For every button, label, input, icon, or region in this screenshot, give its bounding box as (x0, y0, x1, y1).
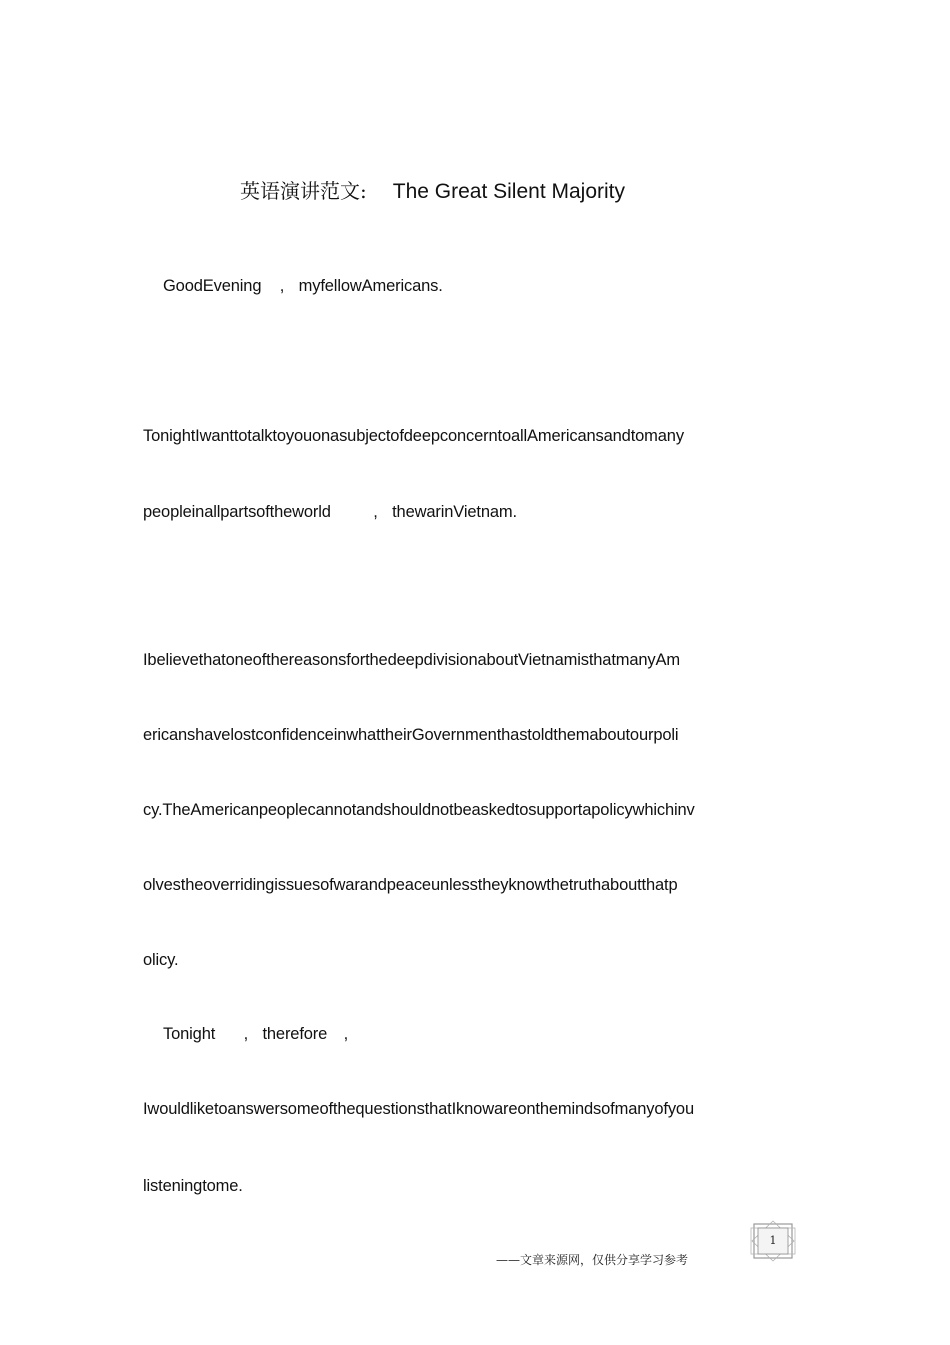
page-number-badge-icon (750, 1220, 796, 1262)
footer-source-note: ——文章来源网，仅供分享学习参考 (496, 1253, 689, 1267)
paragraph1-line2-part1: peopleinallpartsoftheworld (143, 503, 331, 521)
paragraph2-line2: ericanshavelostconfidenceinwhattheirGovernmenthastoldthemaboutourpoli (143, 726, 679, 744)
paragraph3-comma2: , (343, 1025, 349, 1043)
paragraph3-line1 (163, 1025, 348, 1044)
paragraph3-word1: Tonight (163, 1025, 216, 1043)
greeting-comma: , (279, 277, 285, 295)
greeting-part1: GoodEvening (163, 277, 262, 295)
paragraph2-line5: olicy. (143, 951, 179, 969)
paragraph2-line4: olvestheoverridingissuesofwarandpeaceunlesstheyknowthetruthaboutthatp (143, 876, 678, 894)
page-number: 1 (769, 1234, 777, 1247)
greeting-part2: myfellowAmericans. (298, 277, 443, 295)
paragraph3-word2: therefore (262, 1025, 328, 1043)
paragraph1-line2 (143, 503, 517, 522)
paragraph2-line1: IbelievethatoneofthereasonsforthedeepdivisionaboutVietnamisthatmanyAm (143, 651, 680, 669)
greeting-line (163, 277, 443, 296)
paragraph3-comma1: , (243, 1025, 249, 1043)
document-title (240, 175, 625, 204)
paragraph1-line1: TonightIwanttotalktoyouonasubjectofdeepconcerntoallAmericansandtomany (143, 427, 684, 445)
title-chinese: 英语演讲范文: (240, 179, 367, 203)
paragraph1-line2-part2: thewarinVietnam. (392, 503, 517, 521)
paragraph2-line3: cy.TheAmericanpeoplecannotandshouldnotbeaskedtosupportapolicywhichinv (143, 801, 695, 819)
paragraph3-line2: IwouldliketoanswersomeofthequestionsthatIknowareonthemindsofmanyofyou (143, 1100, 694, 1118)
paragraph3-line3: listeningtome. (143, 1177, 243, 1195)
title-english: The Great Silent Majority (392, 180, 626, 203)
paragraph1-line2-comma: , (373, 503, 378, 521)
